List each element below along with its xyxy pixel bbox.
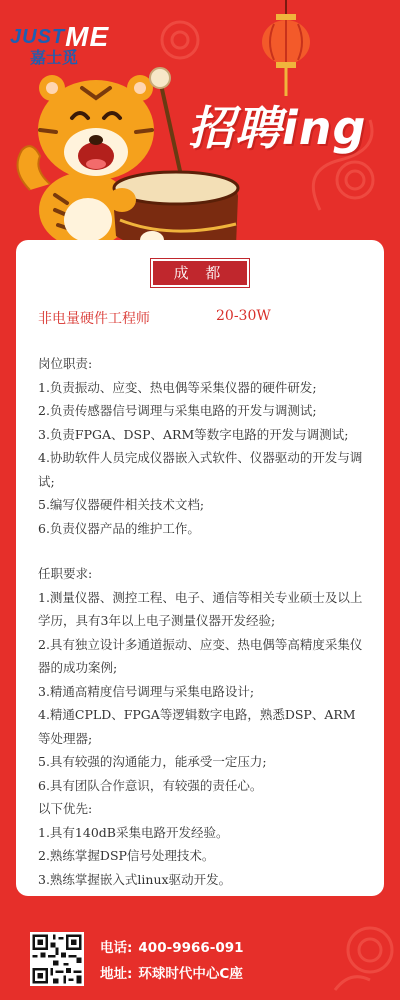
requirement-item: 6.具有团队合作意识，有较强的责任心。 [38, 777, 263, 793]
contact-footer [30, 932, 390, 992]
requirement-item: 2.具有独立设计多通道振动、应变、热电偶等高精度采集仪器的成功案例; [38, 636, 363, 675]
qr-code-icon[interactable] [30, 932, 84, 986]
phone-label: 电话: [100, 940, 133, 956]
address-text: 环球时代中心C座 [138, 966, 243, 982]
city-badge [150, 258, 250, 288]
logo-chinese: 嘉士觅 [30, 48, 79, 67]
requirement-item: 1.测量仪器、测控工程、电子、通信等相关专业硕士及以上学历，具有3年以上电子测量仪器开发经验; [38, 589, 363, 628]
requirement-item: 4.精通CPLD、FPGA等逻辑数字电路，熟悉DSP、ARM等处理器; [38, 707, 356, 746]
preferred-heading: 以下优先: [38, 801, 93, 816]
duty-item: 2.负责传感器信号调理与采集电路的开发与调测试; [38, 403, 317, 418]
job-title: 非电量硬件工程师 [38, 311, 150, 327]
duty-item: 6.负责仪器产品的维护工作。 [38, 520, 200, 536]
requirements-heading: 任职要求: [38, 566, 93, 581]
duty-item: 5.编写仪器硬件相关技术文档; [38, 497, 205, 512]
logo-latin-b: ME [65, 21, 110, 52]
preferred-item: 1.具有140dB采集电路开发经验。 [38, 824, 229, 840]
job-card [16, 240, 384, 896]
preferred-item: 2.熟练掌握DSP信号处理技术。 [38, 848, 215, 863]
logo-latin-a: JUST [10, 26, 66, 48]
preferred-item: 3.熟练掌握嵌入式linux驱动开发。 [38, 871, 232, 887]
phone-number[interactable]: 400-9966-091 [138, 940, 244, 956]
duties-heading: 岗位职责: [38, 356, 93, 371]
city-label: 成 都 [153, 261, 247, 285]
address-label: 地址: [100, 966, 133, 982]
duty-item: 3.负责FPGA、DSP、ARM等数字电路的开发与调测试; [38, 426, 349, 442]
requirement-item: 5.具有较强的沟通能力，能承受一定压力; [38, 754, 267, 769]
job-salary: 20-30W [216, 308, 271, 324]
phone-line [100, 936, 244, 956]
duty-item: 1.负责振动、应变、热电偶等采集仪器的硬件研发; [38, 379, 317, 395]
job-description [38, 352, 368, 891]
section-spacer [38, 540, 368, 562]
lantern-icon [256, 0, 316, 100]
duty-item: 4.协助软件人员完成仪器嵌入式软件、仪器驱动的开发与调试; [38, 450, 363, 489]
requirement-item: 3.精通高精度信号调理与采集电路设计; [38, 683, 255, 699]
page-headline: 招聘ing [188, 101, 367, 155]
address-line [100, 962, 243, 982]
